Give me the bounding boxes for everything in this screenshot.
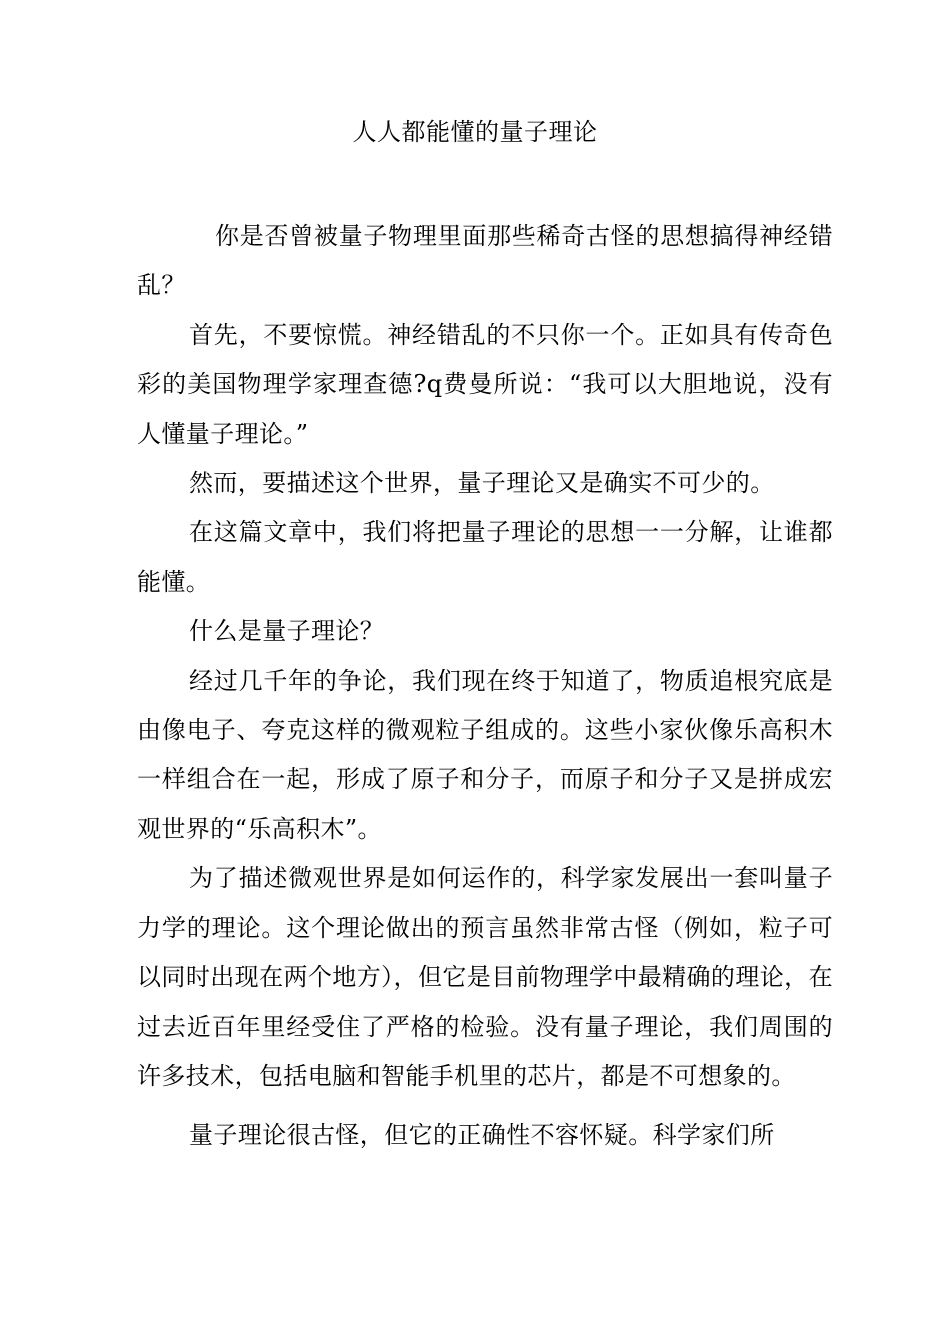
paragraph-quantum-mechanics: 为了描述微观世界是如何运作的，科学家发展出一套叫量子力学的理论。这个理论做出的预言虽然非常古怪（例如，粒子可以同时出现在两个地方），但它是目前物理学中最精确的理论，在过去近百年里经受住了严格的检验。没有量子理论，我们周围的许多技术，包括电脑和智能手机里的芯片，都是不可想象的。: [137, 864, 833, 1090]
paragraph-correctness: 量子理论很古怪，但它的正确性不容怀疑。科学家们所: [189, 1121, 775, 1150]
document-body: [137, 212, 833, 1161]
paragraph-article-purpose: 在这篇文章中，我们将把量子理论的思想一一分解，让谁都能懂。: [137, 518, 833, 596]
paragraph-feynman-quote: 首先，不要惊慌。神经错乱的不只你一个。正如具有传奇色彩的美国物理学家理查德?q费曼所说：“我可以大胆地说，没有人懂量子理论。”: [137, 320, 833, 448]
section-heading-what-is-quantum: 什么是量子理论？: [189, 617, 385, 646]
document-title: 人人都能懂的量子理论: [352, 118, 598, 146]
paragraph-intro-question: 你是否曾被量子物理里面那些稀奇古怪的思想搞得神经错乱？: [137, 222, 833, 300]
paragraph-particles-lego: 经过几千年的争论，我们现在终于知道了，物质追根究底是由像电子、夸克这样的微观粒子组成的。这些小家伙像乐高积木一样组合在一起，形成了原子和分子，而原子和分子又是拼成宏观世界的“乐高积木”。: [137, 666, 833, 843]
paragraph-indispensable: 然而，要描述这个世界，量子理论又是确实不可少的。: [189, 469, 775, 498]
